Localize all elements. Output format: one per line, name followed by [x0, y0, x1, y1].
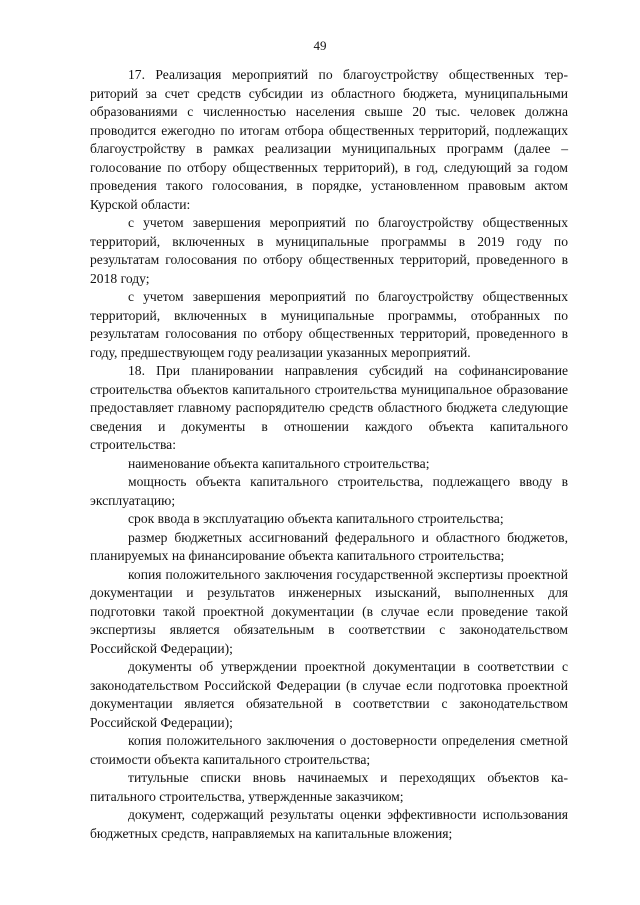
- document-body: [90, 66, 568, 843]
- list-item: копия положительного заключения государственной экспертизы проектной документации и результатов инженерных изысканий, выполненных для подготовки такой проектной документации (в случае если проведение такой экспертизы является обязательным в соответствии с законодательством Российской Федерации);: [90, 566, 568, 656]
- list-item: мощность объекта капитального строительства, подлежащего вводу в эксплуатацию;: [90, 474, 568, 508]
- list-item: размер бюджетных ассигнований федерального и областного бюджетов, планируемых на финансирование объекта капитального строительства;: [90, 529, 568, 563]
- paragraph-18: 18. При планировании направления субсидий на софинансирование строительства объектов капитального строительства муниципальное образование предоставляет главному распорядителю средств областного бюджета следующие сведения и документы в отношении каждого объекта капитального строительства:: [90, 363, 568, 452]
- list-item: титульные списки вновь начинаемых и переходящих объектов капитального строительства, утвержденные заказчиком;: [90, 770, 568, 804]
- paragraph-17: 17. Реализация мероприятий по благоустройству общественных территорий за счет средств субсидии из областного бюджета, муниципальными образованиями с численностью населения свыше 20 тыс. человек должна проводится ежегодно по итогам отбора общественных территорий, подлежащих благоустройству в рамках реализации муниципальных программ (далее – голосование по отбору общественных территорий), в год, следующий за годом проведения такого голосования, в порядке, установленном правовым актом Курской области:: [90, 67, 568, 212]
- paragraph-item-2019: с учетом завершения мероприятий по благоустройству общественных территорий, включенных в муниципальные программы в 2019 году по результатам голосования по отбору общественных территорий, проведенного в 2018 году;: [90, 215, 568, 286]
- list-item: документ, содержащий результаты оценки эффективности использования бюджетных средств, направляемых на капитальные вложения;: [90, 807, 568, 841]
- paragraph-item-previous-year: с учетом завершения мероприятий по благоустройству общественных территорий, включенных в муниципальные программы, отобранных по результатам голосования по отбору общественных территорий, проведенного в году, предшествующем году реализации указанных мероприятий.: [90, 289, 568, 360]
- list-item: копия положительного заключения о достоверности определения сметной стоимости объекта капитального строительства;: [90, 733, 568, 767]
- list-item: срок ввода в эксплуатацию объекта капитального строительства;: [128, 511, 504, 526]
- list-item: наименование объекта капитального строительства;: [128, 455, 430, 471]
- list-item: документы об утверждении проектной документации в соответствии с законодательством Российской Федерации (в случае если подготовка проектной документации является обязательной в соответствии с законодательством Российской Федерации);: [90, 659, 568, 730]
- page-number: 49: [313, 38, 327, 53]
